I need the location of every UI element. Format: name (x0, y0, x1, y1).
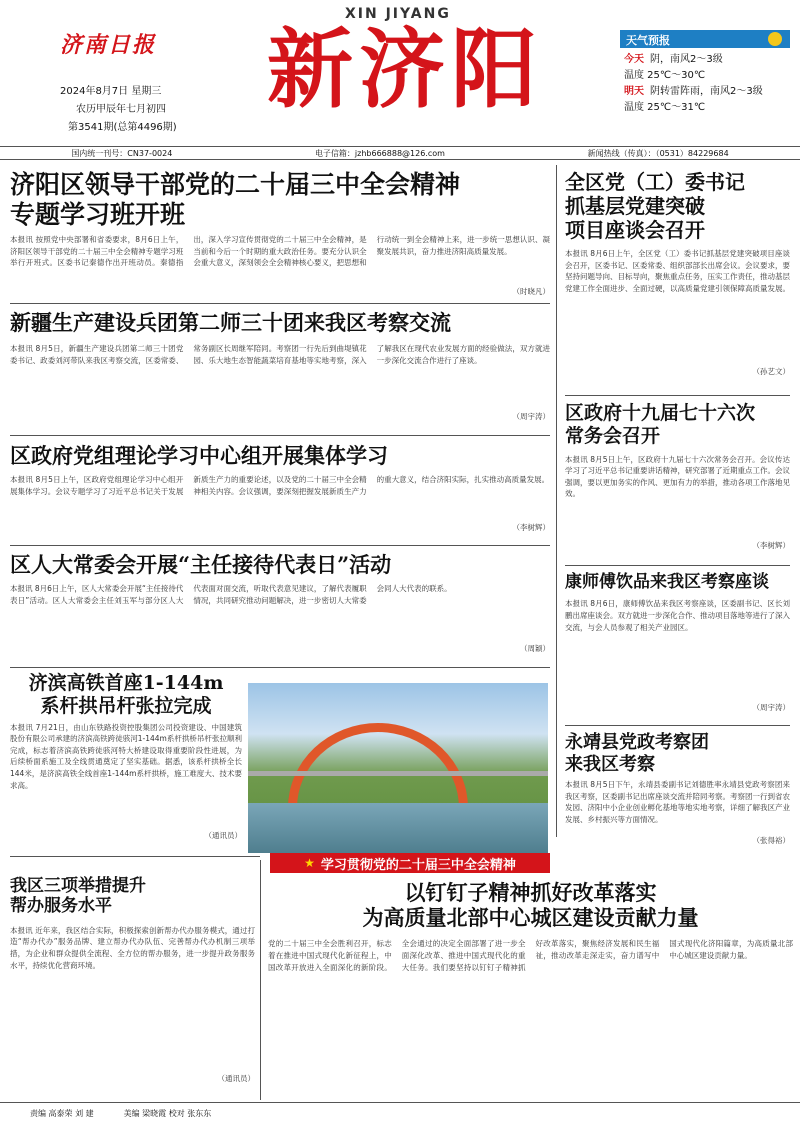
headline-line-3: 项目座谈会召开 (565, 218, 705, 242)
article-kangshifu (565, 572, 790, 722)
article-credit: （周颖） (520, 644, 550, 654)
article-reform (268, 880, 793, 1098)
headline-line-1: 全区党（工）委书记 (565, 170, 745, 194)
hotline: 新闻热线（传真）：（0531）84229684 (587, 148, 729, 158)
article-body: 本报讯 8月5日下午，永靖县委副书记刘德胜率永靖县党政考察团来我区考察，区委副书记出席座谈交流并陪同考察。考察团一行到省农发园、济阳中小企业创业孵化基地等地实地考察，详细了解我区产业发展、乡村振兴等方面情况。 (565, 780, 790, 825)
divider (10, 303, 550, 304)
column-divider (260, 860, 261, 1100)
footer (0, 1102, 800, 1122)
article-body: 本报讯 8月5日，新疆生产建设兵团第二师三十团党委书记、政委刘河带队来我区考察交流，区委常委、常务副区长周继军陪同。考察团一行先后到曲堤镇花园、乐大地生态智能蔬菜培育基地等实地考察，深入了解我区在现代农业发展方面的经验做法，双方就进一步深化交流合作进行了座谈。 (10, 344, 550, 365)
brand-logo: 济南日报 (60, 32, 157, 58)
weather-tomorrow-desc: 阴转雷阵雨，南风2～3级 (650, 86, 763, 97)
article-credit: （周宇涛） (512, 412, 550, 422)
article-body: 本报讯 8月6日上午，全区党（工）委书记抓基层党建突破项目座谈会召开，区委书记、区委常委、组织部部长出席会议。会议要求，要坚持问题导向、目标导向，聚焦重点任务，压实工作责任，推动基层党建工作全面进步、全面过硬，以高质量党建引领保障高质量发展。 (565, 249, 790, 293)
headline-line-2: 系杆拱吊杆张拉完成 (40, 694, 212, 717)
weather-today-label: 今天 (624, 54, 644, 65)
article-study-class (10, 170, 550, 300)
headline-line-2: 专题学习班开班 (10, 200, 186, 229)
article-body: 党的二十届三中全会胜利召开，标志着在推进中国式现代化新征程上，中国改革开放进入全面深化的新阶段。全会通过的决定全面部署了进一步全面深化改革、推进中国式现代化的重大任务。我们要坚持以钉钉子精神抓好改革落实，聚焦经济发展和民生福祉，推动改革走深走实，奋力谱写中国式现代化济阳篇章，为高质量北部中心城区建设贡献力量。 (268, 939, 793, 972)
headline: 康师傅饮品来我区考察座谈 (565, 572, 769, 592)
article-credit: （周宇涛） (752, 703, 790, 713)
headline-line-2: 来我区考察 (565, 753, 655, 775)
weather-tomorrow (620, 80, 790, 96)
article-theory-study (10, 443, 550, 543)
lunar-date: 农历甲辰年七月初四 (76, 104, 166, 115)
divider (10, 856, 260, 857)
masthead-pinyin: XIN JIYANG (345, 6, 451, 22)
headline: 新疆生产建设兵团第二师三十团来我区考察交流 (10, 310, 451, 335)
article-credit: （孙艺文） (752, 367, 790, 376)
banner-text: 学习贯彻党的二十届三中全会精神 (320, 857, 516, 873)
article-yongjing (565, 732, 790, 850)
email: 电子信箱：jzhb666888@126.com (314, 148, 445, 158)
date: 2024年8月7日 星期三 (60, 86, 162, 97)
divider (565, 725, 790, 726)
weather-tomorrow-temp: 温度 25℃～31℃ (624, 102, 706, 113)
headline-line-1: 我区三项举措提升 (10, 876, 146, 896)
article-body: 本报讯 近年来，我区结合实际，积极探索创新帮办代办服务模式，通过打造“帮办代办”服务品牌、建立帮办代办队伍、完善帮办代办机制三项举措，为企业和群众提供全流程、全方位的帮办服务，进一步提升政务服务水平，持续优化营商环境。 (10, 925, 255, 970)
headline-line-1: 永靖县党政考察团 (565, 732, 709, 753)
article-body: 本报讯 8月6日，康师傅饮品来我区考察座谈，区委副书记、区长刘鹏出席座谈会。双方就进一步深化合作、推动项目落地等进行了深入交流，与会人员参观了相关产业园区。 (565, 599, 790, 632)
masthead (0, 0, 800, 145)
headline-line-1: 济阳区领导干部党的二十届三中全会精神 (10, 170, 461, 199)
divider (10, 667, 550, 668)
headline-line-1: 以钉钉子精神抓好改革落实 (404, 880, 657, 905)
party-emblem-icon: ★ (304, 856, 315, 870)
divider (10, 435, 550, 436)
article-credit: （通讯员） (217, 1073, 255, 1083)
article-npc-reception (10, 552, 550, 664)
article-body: 本报讯 按照党中央部署和省委要求，8月6日上午，济阳区领导干部党的二十届三中全会精神专题学习班举行开班式。区委书记秦德作出开班动员。秦德指出，深入学习宣传贯彻党的二十届三中全会精神，是当前和今后一个时期的重大政治任务。要充分认识全会重大意义，深刻领会全会精神核心要义，把思想和行动统一到全会精神上来，进一步统一思想认识、凝聚发展共识，奋力推进济阳高质量发展。 (10, 235, 550, 268)
headline: 区政府党组理论学习中心组开展集体学习 (10, 443, 388, 468)
article-xinjiang (10, 310, 550, 432)
weather-box (620, 30, 790, 112)
river (248, 803, 548, 853)
article-body: 本报讯 8月5日上午，区政府十九届七十六次常务会召开。会议传达学习了习近平总书记重要讲话精神，研究部署了近期重点工作。会议强调，要以更加务实的作风、更加有力的举措，推动各项工作落地见效。 (565, 454, 790, 499)
article-credit: （时晓凡） (512, 287, 550, 296)
bridge-photo (248, 683, 548, 853)
cn-number: 国内统一刊号：CN37-0024 (71, 148, 173, 158)
weather-today-desc: 阴，南风2～3级 (650, 54, 723, 65)
headline-line-1: 区政府十九届七十六次 (565, 402, 756, 424)
editor-credit: 责编 高泰荣 刘 建 (30, 1109, 94, 1118)
headline-line-2: 帮办服务水平 (10, 896, 112, 917)
article-railway (10, 672, 242, 852)
weather-tomorrow-label: 明天 (624, 86, 644, 97)
weather-today (620, 48, 790, 64)
design-credit: 美编 梁晓霞 校对 张东东 (123, 1109, 212, 1118)
headline-line-2: 常务会召开 (565, 424, 661, 447)
article-body: 本报讯 7月21日，由山东铁路投资控股集团公司投资建设、中国建筑股份有限公司承建的济滨高铁跨徒骇河1-144m系杆拱桥吊杆张拉顺利完成，标志着济滨高铁跨徒骇河特大桥建设取得重要阶段性进展，为后续桥面系施工及全线贯通奠定了坚实基础。据悉，该系杆拱桥全长144米，是济滨高铁全线首座1-144m系杆拱桥，施工难度大、技术要求高。 (10, 722, 242, 790)
divider (565, 395, 790, 396)
theme-banner (270, 853, 550, 873)
article-credit: （张得裕） (752, 836, 790, 846)
article-credit: （李树辉） (512, 523, 550, 533)
article-service (10, 876, 255, 1098)
newspaper-title: 新济阳 (267, 19, 543, 120)
column-divider (556, 165, 557, 837)
article-body: 本报讯 8月6日上午，区人大常委会开展“主任接待代表日”活动。区人大常委会主任刘玉军与部分区人大代表面对面交流，听取代表意见建议，了解代表履职情况，共同研究推动问题解决，进一步密切人大常委会同人大代表的联系。 (10, 584, 452, 605)
headline-line-2: 为高质量北部中心城区建设贡献力量 (362, 905, 699, 931)
weather-today-temp: 温度 25℃～30℃ (624, 70, 706, 81)
bridge-deck (248, 771, 548, 776)
sun-icon (768, 32, 782, 46)
article-party-building (565, 170, 790, 392)
divider (565, 565, 790, 566)
headline-line-1: 济滨高铁首座1-144m (28, 672, 224, 694)
article-credit: （李树辉） (752, 540, 790, 550)
weather-title (620, 30, 790, 48)
info-bar (0, 146, 800, 160)
article-body: 本报讯 8月5日上午，区政府党组理论学习中心组开展集体学习。会议专题学习了习近平总书记关于发展新质生产力的重要论述，以及党的二十届三中全会精神相关内容。会议强调，要深刻把握发展新质生产力的重大意义，结合济阳实际，扎实推动高质量发展。 (10, 475, 550, 496)
weather-title-text: 天气预报 (626, 34, 670, 47)
divider (10, 545, 550, 546)
article-executive-meeting (565, 402, 790, 562)
issue-number: 第3541期(总第4496期) (68, 122, 177, 133)
headline: 区人大常委会开展“主任接待代表日”活动 (10, 552, 392, 577)
headline-line-2: 抓基层党建突破 (565, 194, 705, 218)
article-credit: （通讯员） (204, 830, 242, 840)
